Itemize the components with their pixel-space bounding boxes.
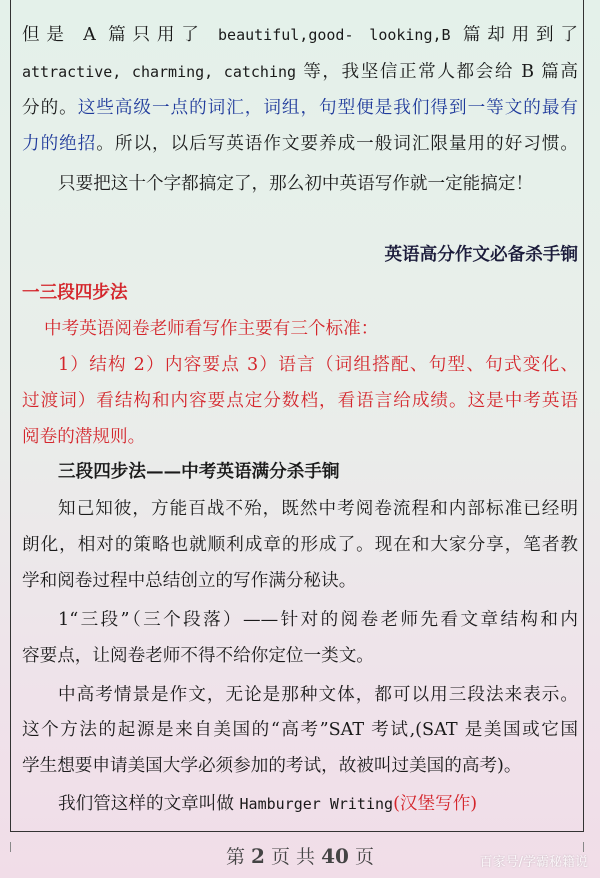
body-line: 分的。这些高级一点的词汇，词组，句型便是我们得到一等文的最有 (22, 98, 578, 118)
body-line: 只要把这十个字都搞定了，那么初中英语写作就一定能搞定！ (58, 174, 534, 194)
body-line: 朗化，相对的策略也就顺利成章的形成了。现在和大家分享，笔者教 (22, 535, 578, 555)
body-line: 学和阅卷过程中总结创立的写作满分秘诀。 (22, 571, 357, 591)
body-line: 知己知彼，方能百战不殆，既然中考阅卷流程和内部标准已经明 (58, 499, 578, 519)
heading-strategy: 三段四步法——中考英语满分杀手锏 (58, 461, 340, 482)
current-page: 2 (251, 844, 265, 868)
red-paragraph-line: 中考英语阅卷老师看写作主要有三个标准： (44, 319, 379, 339)
body-line: attractive, charming, catching 等，我坚信正常人都会给 B 篇高 (22, 62, 578, 82)
total-pages: 40 (321, 844, 349, 868)
highlight-text: 这些高级一点的词汇，词组，句型便是我们得到一等文的最有 (77, 98, 578, 118)
body-line: 力的绝招。所以，以后写英语作文要养成一般词汇限量用的好习惯。 (22, 134, 578, 154)
body-line: 这个方法的起源是来自美国的“高考”SAT 考试,(SAT 是美国或它国 (22, 720, 578, 740)
red-paragraph-line: 过渡词）看结构和内容要点定分数档，看语言给成绩。这是中考英语 (22, 391, 578, 411)
body-line: 但是 A 篇只用了 beautiful,good- looking,B 篇却用到了 (22, 25, 578, 45)
section-title: 英语高分作文必备杀手锏 (384, 244, 578, 265)
body-line: 我们管这样的文章叫做 Hamburger Writing(汉堡写作) (58, 794, 478, 814)
highlight-text: 力的绝招 (22, 134, 97, 154)
body-line: 1“三段”（三个段落）——针对的阅卷老师先看文章结构和内 (58, 610, 578, 630)
body-line: 学生想要申请美国大学必须参加的考试，故被叫过美国的高考)。 (22, 756, 522, 776)
red-paragraph-line: 阅卷的潜规则。 (22, 427, 146, 447)
red-paragraph-line: 1）结构 2）内容要点 3）语言（词组搭配、句型、句式变化、 (58, 355, 578, 375)
body-line: 中高考情景是作文，无论是那种文体，都可以用三段法来表示。 (58, 685, 578, 705)
body-line: 容要点，让阅卷老师不得不给你定位一类文。 (22, 646, 374, 666)
page-number-footer: 第 2 页 共 40 页 (225, 844, 375, 868)
highlight-text: (汉堡写作) (393, 794, 478, 814)
watermark: 百家号/学霸秘籍说 (479, 855, 588, 870)
heading-method: 一三段四步法 (22, 282, 128, 303)
